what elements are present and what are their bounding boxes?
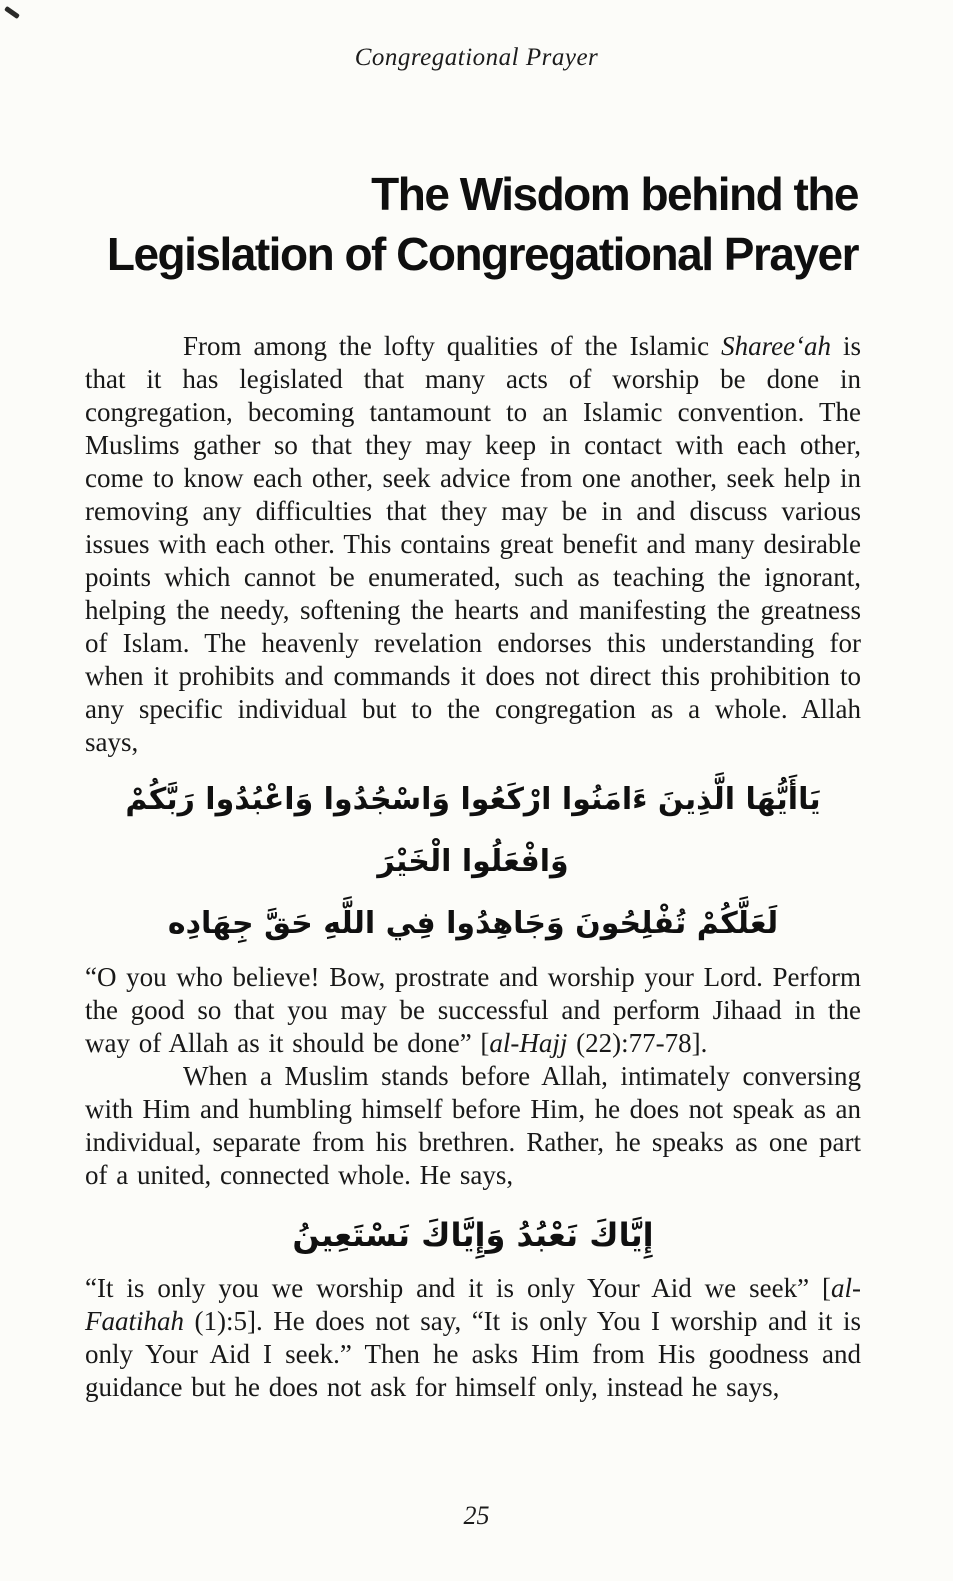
translation-hajj-text: “O you who believe! Bow, prostrate and worship your Lord. Perform the good so that you may be successful and perform Jihaad in the way of Allah as it should be done” [: [85, 962, 861, 1058]
shareeah-italic-term: Sharee‘ah: [721, 331, 832, 361]
arabic-verse-hajj: [85, 769, 861, 955]
translation-hajj: [85, 961, 861, 1060]
running-head: Congregational Prayer: [354, 44, 599, 71]
al-faatihah-italic-reference: al-Faatihah: [85, 1273, 861, 1336]
chapter-title: [85, 164, 858, 284]
translation-faatihah-text: “It is only you we worship and it is only Your Aid we seek” [: [85, 1273, 831, 1303]
paragraph-intro-text-cont: is that it has legislated that many acts of worship be done in congregation, becoming tantamount to an Islamic convention. The Muslims gather so that they may keep in contact with each other, come to know each other, seek advice from one another, seek help in removing any difficulties that they may be in and discuss various issues with each other. This contains great benefit and many desirable points which cannot be enumerated, such as teaching the ignorant, helping the needy, softening the hearts and manifesting the greatness of Islam. The heavenly revelation endorses this understanding for when it prohibits and commands it does not direct this prohibition to any specific individual but to the congregation as a whole. Allah says,: [85, 331, 861, 757]
paragraph-muslim-stands: When a Muslim stands before Allah, intimately conversing with Him and humbling himself before Him, he does not speak as an individual, separate from his brethren. Rather, he speaks as one part of a united, connected whole. He says,: [85, 1061, 861, 1190]
paragraph-intro: [85, 330, 861, 759]
arabic-verse-hajj-line-2: لَعَلَّكُمْ تُفْلِحُونَ وَجَاهِدُوا فِي اللَّهِ حَقَّ جِهَادِه: [167, 906, 779, 941]
translation-faatihah-cont: (1):5]. He does not say, “It is only You I worship and it is only Your Aid I seek.” Then he asks Him from His goodness and guidance but he does not ask for himself only, instead he says,: [85, 1306, 861, 1402]
arabic-verse-hajj-line-1: يَاأَيُّهَا الَّذِينَ ءَامَنُوا ارْكَعُوا وَاسْجُدُوا وَاعْبُدُوا رَبَّكُمْ وَافْعَلُوا الْخَيْرَ: [125, 782, 821, 879]
paragraph-intro-text: From among the lofty qualities of the Islamic: [183, 331, 722, 361]
page-body: [85, 330, 861, 1404]
chapter-title-line-2: Legislation of Congregational Prayer: [106, 228, 858, 280]
page-number: 25: [463, 1501, 490, 1530]
translation-hajj-citation: (22):77-78].: [567, 1028, 708, 1058]
al-hajj-italic-reference: al-Hajj: [489, 1028, 568, 1058]
chapter-title-line-1: The Wisdom behind the: [371, 168, 858, 220]
arabic-verse-faatihah: إِيَّاكَ نَعْبُدُ وَإِيَّاكَ نَسْتَعِينُ: [292, 1216, 654, 1254]
translation-faatihah: [85, 1272, 861, 1404]
